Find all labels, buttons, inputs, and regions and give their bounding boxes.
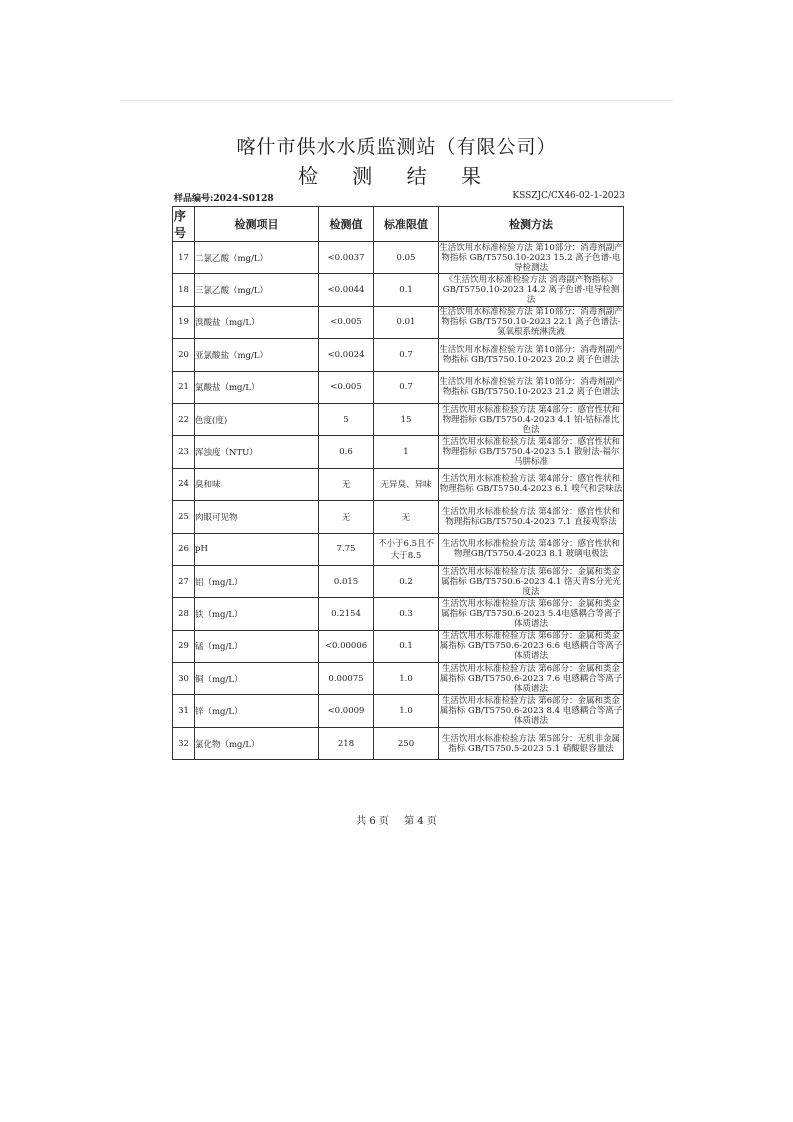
test-item: 肉眼可见物	[195, 501, 319, 533]
test-method: 生活饮用水标准检验方法 第6部分：金属和类金属指标 GB/T5750.6-2023 7.6 电感耦合等离子体质谱法	[439, 663, 623, 694]
test-method: 生活饮用水标准检验方法 第4部分：感官性状和物理指标 GB/T5750.4-2023 6.1 嗅气和尝味法	[439, 468, 624, 500]
row-index: 20	[173, 339, 195, 371]
test-item: 氯酸盐（mg/L）	[195, 371, 319, 403]
row-index: 19	[173, 306, 195, 338]
standard-limit: 0.1	[374, 274, 439, 306]
test-item: 臭和味	[195, 468, 319, 500]
standard-limit: 15	[374, 403, 439, 435]
test-method: 生活饮用水标准检验方法 第10部分：消毒剂副产物指标 GB/T5750.10-2023 21.2 离子色谱法	[439, 371, 624, 403]
table-row	[173, 468, 624, 500]
page-footer	[0, 812, 793, 827]
table-row	[173, 533, 624, 565]
standard-limit: 0.01	[374, 306, 439, 338]
test-method: 生活饮用水标准检验方法 第4部分：感官性状和物理指标GB/T5750.4-2023 7.1 直接观察法	[439, 501, 624, 533]
row-index: 29	[173, 630, 195, 662]
row-index: 22	[173, 403, 195, 435]
table-row	[173, 727, 624, 759]
row-index: 23	[173, 436, 195, 468]
test-value: <0.005	[319, 306, 374, 338]
table-row	[173, 565, 624, 597]
test-method: 生活饮用水标准检验方法 第4部分：感官性状和物理GB/T5750.4-2023 8.1 玻璃电极法	[439, 533, 624, 565]
test-value: <0.0037	[319, 242, 374, 274]
table-row	[173, 630, 624, 662]
standard-limit: 0.1	[374, 630, 439, 662]
test-item: 锌（mg/L）	[195, 695, 319, 727]
row-index: 17	[173, 242, 195, 274]
table-row	[173, 501, 624, 533]
test-method: 生活饮用水标准检验方法 第10部分：消毒剂副产物指标 GB/T5750.10-2023 22.1 离子色谱法-氢氧根系统淋洗液	[439, 307, 623, 338]
test-value: 无	[319, 468, 374, 500]
test-method: 生活饮用水标准检验方法 第6部分：金属和类金属指标 GB/T5750.6-2023 6.6 电感耦合等离子体质谱法	[439, 631, 623, 662]
row-index: 24	[173, 468, 195, 500]
test-value: <0.0024	[319, 339, 374, 371]
test-item: 亚氯酸盐（mg/L）	[195, 339, 319, 371]
test-method: 《生活饮用水标准检验方法 消毒副产物指标》GB/T5750.10-2023 14.2 离子色谱-电导检测法	[439, 274, 624, 306]
test-value: 0.6	[319, 436, 374, 468]
table-row	[173, 663, 624, 695]
test-value: 5	[319, 403, 374, 435]
test-item: 溴酸盐（mg/L）	[195, 306, 319, 338]
test-value: <0.00006	[319, 630, 374, 662]
test-method: 生活饮用水标准检验方法 第10部分：消毒剂副产物指标 GB/T5750.10-2023 15.2 离子色谱-电导检测法	[439, 242, 623, 273]
test-value: <0.0044	[319, 274, 374, 306]
test-method: 生活饮用水标准检验方法 第10部分：消毒剂副产物指标 GB/T5750.10-2023 20.2 离子色谱法	[439, 339, 624, 371]
standard-limit: 无异臭、异味	[374, 468, 439, 500]
test-method: 生活饮用水标准检验方法 第6部分：金属和类金属指标 GB/T5750.6-2023 5.4电感耦合等离子体质谱法	[439, 598, 624, 630]
sample-number: 样品编号:2024-S0128	[174, 194, 274, 204]
column-header-value: 检测值	[319, 207, 374, 242]
row-index: 30	[173, 663, 195, 695]
table-row	[173, 242, 624, 274]
column-header-limit: 标准限值	[374, 207, 439, 242]
column-header-item: 检测项目	[195, 207, 319, 242]
test-method: 生活饮用水标准检验方法 第6部分：金属和类金属指标 GB/T5750.6-2023 8.4 电感耦合等离子体质谱法	[439, 696, 623, 727]
test-item: 锰（mg/L）	[195, 630, 319, 662]
table-row	[173, 436, 624, 468]
row-index: 27	[173, 565, 195, 597]
table-row	[173, 339, 624, 371]
standard-limit: 1.0	[374, 663, 439, 695]
test-item: 铁（mg/L）	[195, 598, 319, 630]
table-header-row	[173, 207, 624, 242]
table-row	[173, 403, 624, 435]
row-index: 18	[173, 274, 195, 306]
test-item: 三氯乙酸（mg/L）	[195, 274, 319, 306]
test-item: 浑浊度（NTU）	[195, 436, 319, 468]
top-divider	[120, 100, 673, 101]
test-value: 无	[319, 501, 374, 533]
column-header-index: 序号	[173, 207, 195, 242]
test-value: 0.015	[319, 565, 374, 597]
standard-limit: 0.05	[374, 242, 439, 274]
test-method: 生活饮用水标准检验方法 第6部分：金属和类金属指标 GB/T5750.6-2023 4.1 铬天青S分光光度法	[439, 565, 624, 597]
row-index: 31	[173, 695, 195, 727]
table-row	[173, 598, 624, 630]
test-value: 218	[319, 727, 374, 759]
test-item: 铝（mg/L）	[195, 565, 319, 597]
row-index: 25	[173, 501, 195, 533]
organization-title: 喀什市供水水质监测站（有限公司）	[236, 136, 557, 158]
row-index: 26	[173, 533, 195, 565]
standard-limit: 0.7	[374, 371, 439, 403]
standard-limit: 不小于6.5且不大于8.5	[374, 533, 439, 565]
test-item: 氯化物（mg/L）	[195, 727, 319, 759]
document-code: KSSZJC/CX46-02-1-2023	[512, 191, 625, 201]
test-item: pH	[195, 533, 319, 565]
test-value: <0.005	[319, 371, 374, 403]
test-value: 7.75	[319, 533, 374, 565]
standard-limit: 0.3	[374, 598, 439, 630]
table-row	[173, 274, 624, 306]
table-row	[173, 306, 624, 338]
test-value: <0.0009	[319, 695, 374, 727]
current-page: 第 4 页	[404, 816, 437, 827]
table-row	[173, 695, 624, 727]
standard-limit: 1	[374, 436, 439, 468]
standard-limit: 1.0	[374, 695, 439, 727]
test-value: 0.2154	[319, 598, 374, 630]
column-header-method: 检测方法	[439, 207, 624, 242]
standard-limit: 无	[374, 501, 439, 533]
table-body	[173, 242, 624, 760]
test-item: 二氯乙酸（mg/L）	[195, 242, 319, 274]
row-index: 32	[173, 727, 195, 759]
standard-limit: 0.7	[374, 339, 439, 371]
row-index: 28	[173, 598, 195, 630]
row-index: 21	[173, 371, 195, 403]
standard-limit: 250	[374, 727, 439, 759]
test-method: 生活饮用水标准检验方法 第4部分：感官性状和物理指标 GB/T5750.4-2023 4.1 铂-钴标准比色法	[439, 403, 624, 435]
test-item: 色度(度)	[195, 403, 319, 435]
report-title: 检 测 结 果	[297, 164, 496, 188]
results-table	[172, 206, 624, 760]
test-method: 生活饮用水标准检验方法 第5部分：无机非金属指标 GB/T5750.5-2023 5.1 硝酸银容量法	[439, 727, 624, 759]
table-row	[173, 371, 624, 403]
test-item: 铜（mg/L）	[195, 663, 319, 695]
test-value: 0.00075	[319, 663, 374, 695]
standard-limit: 0.2	[374, 565, 439, 597]
total-pages: 共 6 页	[356, 816, 389, 827]
test-method: 生活饮用水标准检验方法 第4部分：感官性状和物理指标 GB/T5750.4-2023 5.1 散射法-福尔马肼标准	[439, 436, 624, 468]
